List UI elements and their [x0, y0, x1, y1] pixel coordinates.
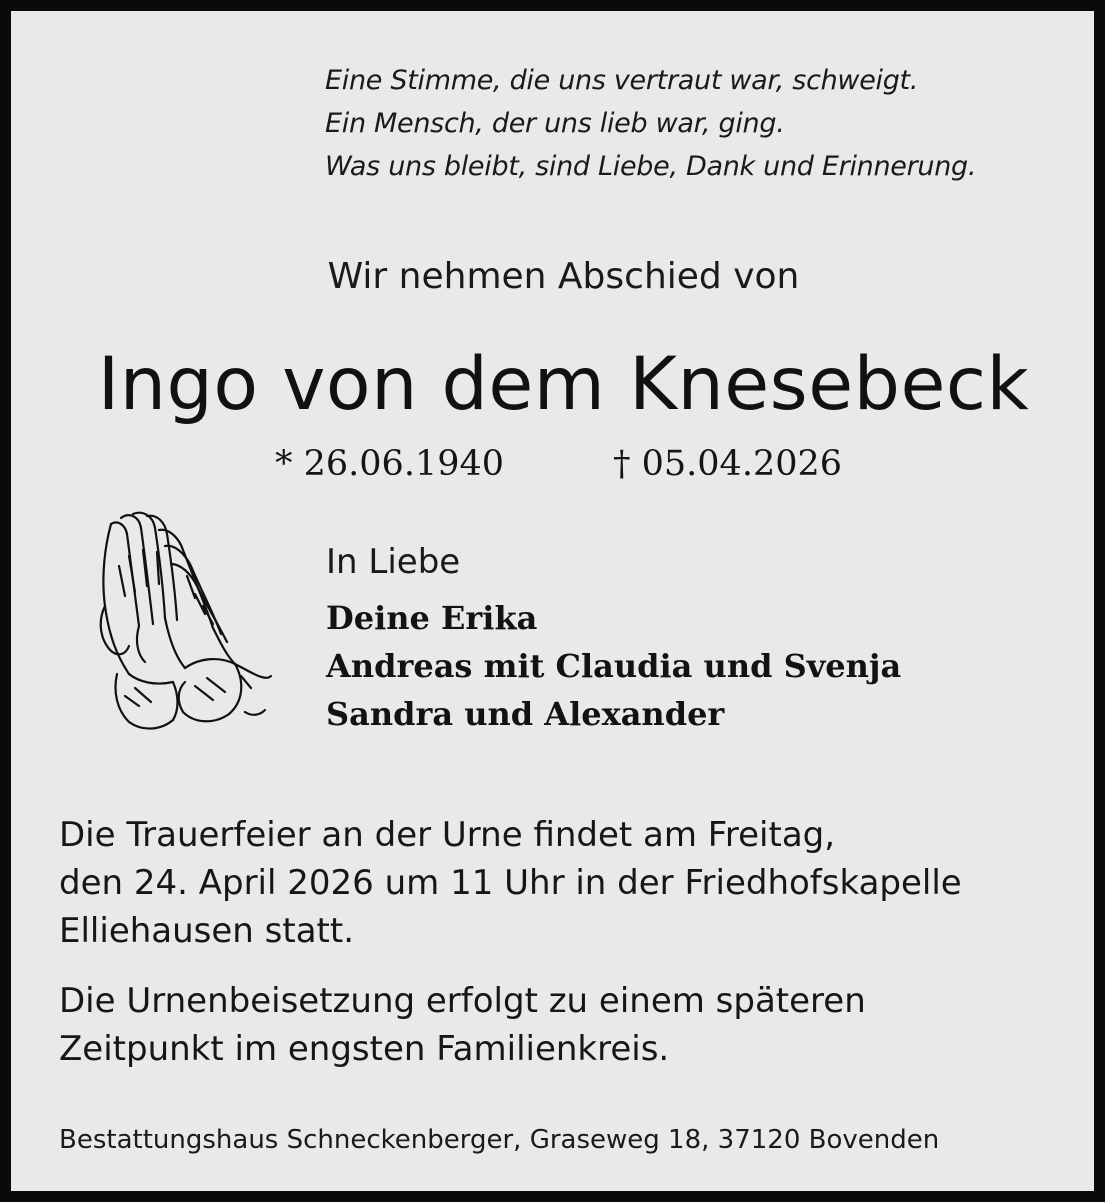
burial-info [59, 977, 1079, 1073]
funeral-line: Elliehausen statt. [59, 911, 355, 951]
funeral-line: Die Trauerfeier an der Urne findet am Freitag, [59, 815, 836, 855]
birth-date: * 26.06.1940 [275, 444, 505, 484]
memorial-poem [325, 59, 1105, 188]
poem-line: Was uns bleibt, sind Liebe, Dank und Erinnerung. [325, 151, 977, 182]
farewell-intro: Wir nehmen Abschied von [327, 256, 800, 297]
death-date: † 05.04.2026 [613, 444, 843, 484]
poem-line: Ein Mensch, der uns lieb war, ging. [325, 108, 785, 139]
burial-line: Die Urnenbeisetzung erfolgt zu einem späteren [59, 981, 866, 1021]
burial-line: Zeitpunkt im engsten Familienkreis. [59, 1029, 670, 1069]
mourner-name: Andreas mit Claudia und Svenja [326, 647, 902, 685]
funeral-home-info: Bestattungshaus Schneckenberger, Graseweg 18, 37120 Bovenden [59, 1125, 940, 1155]
funeral-line: den 24. April 2026 um 11 Uhr in der Friedhofskapelle [59, 863, 962, 903]
deceased-name: Ingo von dem Knesebeck [97, 342, 1030, 427]
poem-line: Eine Stimme, die uns vertraut war, schweigt. [325, 65, 919, 96]
mourner-name: Sandra und Alexander [326, 695, 725, 733]
mourners-heading: In Liebe [326, 542, 461, 582]
mourners-block [326, 538, 1086, 738]
mourner-name: Deine Erika [326, 599, 538, 637]
praying-hands-icon [95, 506, 275, 734]
funeral-service-info [59, 811, 1079, 955]
